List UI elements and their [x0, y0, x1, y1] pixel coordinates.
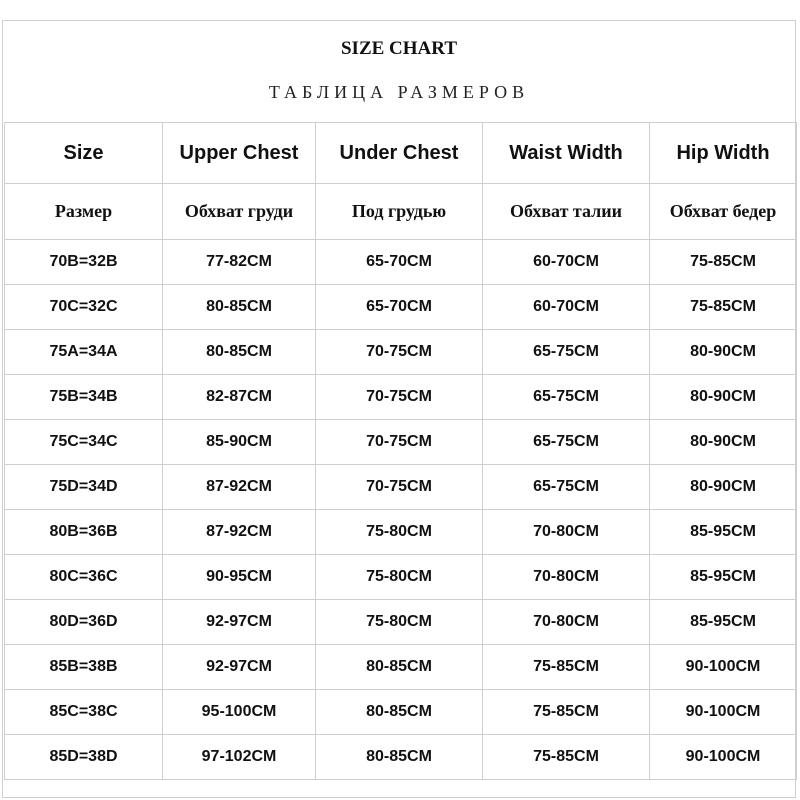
header-upper-chest: Upper Chest [163, 123, 316, 184]
cell-hip-width: 80-90CM [650, 330, 797, 375]
cell-under-chest: 70-75CM [316, 375, 483, 420]
table-row [5, 645, 797, 690]
cell-waist-width: 65-75CM [483, 330, 650, 375]
cell-upper-chest: 87-92CM [163, 465, 316, 510]
table-row [5, 285, 797, 330]
header-hip-width-ru: Обхват бедер [650, 184, 797, 240]
cell-size: 85C=38C [5, 690, 163, 735]
table-row [5, 600, 797, 645]
cell-upper-chest: 77-82CM [163, 240, 316, 285]
table-row [5, 690, 797, 735]
cell-under-chest: 70-75CM [316, 420, 483, 465]
cell-upper-chest: 80-85CM [163, 285, 316, 330]
table-row [5, 420, 797, 465]
cell-waist-width: 60-70CM [483, 240, 650, 285]
cell-size: 70C=32C [5, 285, 163, 330]
cell-hip-width: 85-95CM [650, 600, 797, 645]
cell-size: 75A=34A [5, 330, 163, 375]
header-hip-width: Hip Width [650, 123, 797, 184]
cell-waist-width: 75-85CM [483, 690, 650, 735]
cell-size: 80C=36C [5, 555, 163, 600]
cell-waist-width: 65-75CM [483, 375, 650, 420]
header-under-chest-ru: Под грудью [316, 184, 483, 240]
cell-upper-chest: 80-85CM [163, 330, 316, 375]
cell-hip-width: 90-100CM [650, 735, 797, 780]
cell-upper-chest: 97-102CM [163, 735, 316, 780]
table-row [5, 375, 797, 420]
size-table-body [5, 123, 797, 780]
cell-waist-width: 75-85CM [483, 645, 650, 690]
cell-under-chest: 65-70CM [316, 240, 483, 285]
header-size-ru: Размер [5, 184, 163, 240]
header-row-english [5, 123, 797, 184]
cell-size: 75D=34D [5, 465, 163, 510]
cell-waist-width: 65-75CM [483, 465, 650, 510]
cell-under-chest: 65-70CM [316, 285, 483, 330]
header-waist-width-ru: Обхват талии [483, 184, 650, 240]
table-row [5, 555, 797, 600]
cell-size: 80D=36D [5, 600, 163, 645]
cell-size: 85B=38B [5, 645, 163, 690]
header-row-russian [5, 184, 797, 240]
cell-under-chest: 80-85CM [316, 735, 483, 780]
cell-upper-chest: 87-92CM [163, 510, 316, 555]
cell-under-chest: 70-75CM [316, 465, 483, 510]
table-row [5, 735, 797, 780]
header-size: Size [5, 123, 163, 184]
cell-hip-width: 75-85CM [650, 285, 797, 330]
cell-under-chest: 80-85CM [316, 690, 483, 735]
cell-upper-chest: 85-90CM [163, 420, 316, 465]
cell-hip-width: 80-90CM [650, 420, 797, 465]
header-waist-width: Waist Width [483, 123, 650, 184]
cell-waist-width: 75-85CM [483, 735, 650, 780]
cell-under-chest: 75-80CM [316, 600, 483, 645]
cell-upper-chest: 92-97CM [163, 600, 316, 645]
cell-hip-width: 85-95CM [650, 510, 797, 555]
cell-waist-width: 65-75CM [483, 420, 650, 465]
cell-size: 75C=34C [5, 420, 163, 465]
cell-under-chest: 70-75CM [316, 330, 483, 375]
cell-upper-chest: 82-87CM [163, 375, 316, 420]
cell-waist-width: 60-70CM [483, 285, 650, 330]
cell-upper-chest: 92-97CM [163, 645, 316, 690]
title-english: SIZE CHART [340, 38, 457, 59]
cell-size: 80B=36B [5, 510, 163, 555]
cell-size: 70B=32B [5, 240, 163, 285]
title-box [4, 22, 794, 120]
cell-upper-chest: 90-95CM [163, 555, 316, 600]
cell-waist-width: 70-80CM [483, 555, 650, 600]
title-russian: ТАБЛИЦА РАЗМЕРОВ [268, 82, 530, 102]
size-table [4, 122, 797, 780]
cell-size: 75B=34B [5, 375, 163, 420]
table-row [5, 465, 797, 510]
cell-size: 85D=38D [5, 735, 163, 780]
cell-under-chest: 75-80CM [316, 510, 483, 555]
cell-hip-width: 80-90CM [650, 465, 797, 510]
cell-hip-width: 75-85CM [650, 240, 797, 285]
cell-waist-width: 70-80CM [483, 510, 650, 555]
cell-upper-chest: 95-100CM [163, 690, 316, 735]
header-under-chest: Under Chest [316, 123, 483, 184]
header-upper-chest-ru: Обхват груди [163, 184, 316, 240]
cell-waist-width: 70-80CM [483, 600, 650, 645]
cell-hip-width: 80-90CM [650, 375, 797, 420]
cell-hip-width: 90-100CM [650, 645, 797, 690]
cell-hip-width: 90-100CM [650, 690, 797, 735]
cell-under-chest: 75-80CM [316, 555, 483, 600]
table-row [5, 510, 797, 555]
cell-under-chest: 80-85CM [316, 645, 483, 690]
cell-hip-width: 85-95CM [650, 555, 797, 600]
table-row [5, 330, 797, 375]
table-row [5, 240, 797, 285]
